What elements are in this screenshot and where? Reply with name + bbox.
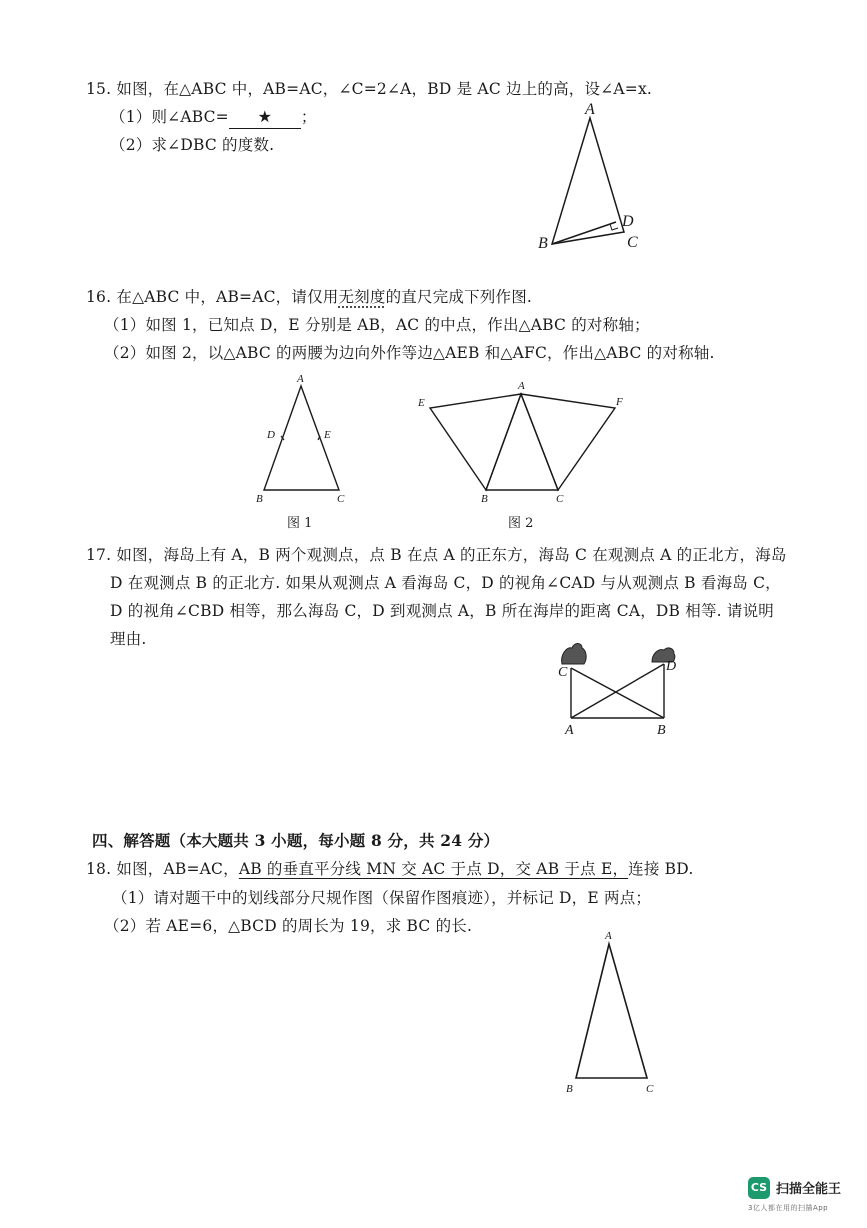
q16-stem-prefix: 16. 在△ABC 中，AB=AC，请仅用 bbox=[86, 288, 339, 306]
equilateral-triangle-afc bbox=[521, 394, 615, 490]
label-b: B bbox=[256, 493, 263, 505]
answer-blank bbox=[229, 106, 301, 129]
triangle-abc bbox=[576, 944, 647, 1078]
q17-line-4: 理由. bbox=[110, 630, 147, 648]
q16-figure-1 bbox=[250, 370, 360, 510]
label-f: F bbox=[616, 396, 623, 408]
section-4-heading: 四、解答题（本大题共 3 小题，每小题 8 分，共 24 分） bbox=[92, 831, 500, 850]
triangle-abc bbox=[552, 118, 624, 244]
label-a: A bbox=[565, 723, 574, 738]
label-a: A bbox=[605, 930, 612, 942]
q16-stem bbox=[86, 286, 532, 308]
label-c: C bbox=[646, 1083, 654, 1095]
figure-1-caption: 图 1 bbox=[287, 516, 313, 531]
label-b: B bbox=[481, 493, 488, 505]
camscanner-tagline: 3亿人都在用的扫描App bbox=[748, 1204, 829, 1212]
camscanner-logo-icon: CS bbox=[748, 1177, 770, 1199]
label-c: C bbox=[556, 493, 564, 505]
q16-part2: （2）如图 2，以△ABC 的两腰为边向外作等边△AEB 和△AFC，作出△ABC 的对称轴. bbox=[104, 344, 715, 362]
q16-part1: （1）如图 1，已知点 D，E 分别是 AB，AC 的中点，作出△ABC 的对称轴； bbox=[104, 316, 650, 334]
q18-stem-suffix: 连接 BD. bbox=[628, 860, 694, 878]
altitude-bd bbox=[552, 222, 616, 244]
q18-triangle-figure bbox=[556, 924, 666, 1100]
label-a: A bbox=[297, 373, 304, 385]
right-angle-mark bbox=[610, 224, 618, 230]
triangle-abc bbox=[486, 394, 558, 490]
q17-line-3: D 的视角∠CBD 相等，那么海岛 C，D 到观测点 A，B 所在海岸的距离 CA，DB 相等. 请说明 bbox=[110, 602, 775, 620]
equilateral-triangle-aeb bbox=[430, 394, 521, 490]
q15-part1 bbox=[110, 106, 317, 129]
q15-part2: （2）求∠DBC 的度数. bbox=[110, 136, 275, 154]
q15-part1-prefix: （1）则∠ABC= bbox=[110, 108, 229, 126]
q17-line-2: D 在观测点 B 的正北方. 如果从观测点 A 看海岛 C，D 的视角∠CAD 与从观测点 B 看海岛 C， bbox=[110, 574, 781, 592]
label-d: D bbox=[622, 213, 634, 230]
q16-figure-2 bbox=[410, 372, 640, 510]
q15-part1-suffix: ； bbox=[300, 108, 317, 126]
label-a: A bbox=[585, 101, 595, 118]
island-c-icon bbox=[562, 644, 587, 665]
label-b: B bbox=[657, 723, 666, 738]
label-d: D bbox=[666, 659, 677, 674]
label-d: D bbox=[267, 429, 275, 441]
label-b: B bbox=[538, 235, 548, 252]
q18-part2: （2）若 AE=6，△BCD 的周长为 19，求 BC 的长. bbox=[104, 917, 473, 935]
q18-part1: （1）请对题干中的划线部分尺规作图（保留作图痕迹），并标记 D，E 两点； bbox=[112, 889, 652, 907]
label-c: C bbox=[558, 665, 568, 680]
label-e: E bbox=[324, 429, 331, 441]
camscanner-name: 扫描全能王 bbox=[776, 1182, 842, 1197]
q17-line-1: 17. 如图，海岛上有 A，B 两个观测点，点 B 在点 A 的正东方，海岛 C 在观测点 A 的正北方，海岛 bbox=[86, 546, 787, 564]
label-b: B bbox=[566, 1083, 573, 1095]
q16-emphasis: 无刻度 bbox=[338, 288, 386, 306]
star-icon: ★ bbox=[257, 107, 273, 126]
label-c: C bbox=[337, 493, 345, 505]
camscanner-watermark bbox=[748, 1177, 860, 1219]
label-e: E bbox=[418, 397, 425, 409]
q15-triangle-figure bbox=[530, 96, 650, 256]
q17-island-figure bbox=[552, 638, 692, 742]
q18-stem bbox=[86, 858, 693, 880]
q18-stem-prefix: 18. 如图，AB=AC， bbox=[86, 860, 239, 878]
q16-stem-suffix: 的直尺完成下列作图. bbox=[385, 288, 533, 306]
label-c: C bbox=[627, 234, 638, 251]
q18-underlined-part: AB 的垂直平分线 MN 交 AC 于点 D，交 AB 于点 E， bbox=[238, 860, 629, 878]
figure-2-caption: 图 2 bbox=[508, 516, 534, 531]
q15-stem: 15. 如图，在△ABC 中，AB=AC，∠C=2∠A，BD 是 AC 边上的高，设∠A=x. bbox=[86, 80, 653, 98]
label-a: A bbox=[518, 380, 525, 392]
